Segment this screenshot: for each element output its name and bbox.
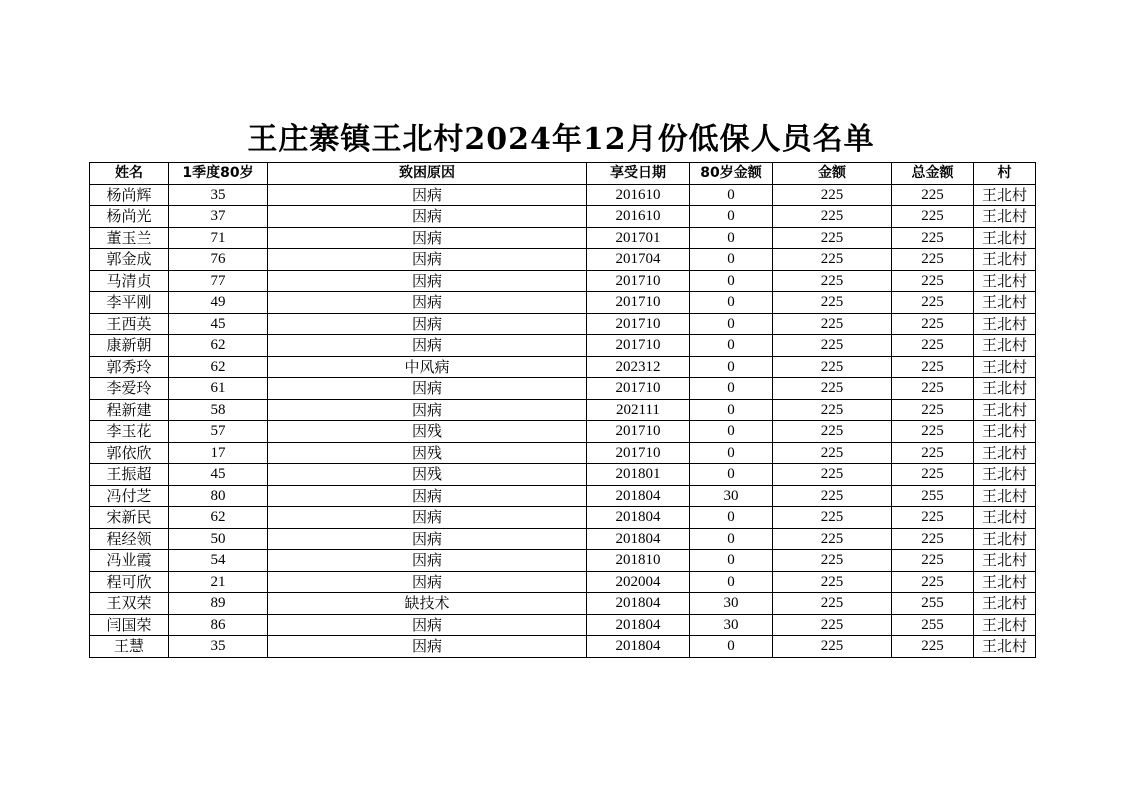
cell-cause: 因病: [268, 270, 587, 292]
cell-q1-80: 57: [169, 421, 268, 443]
cell-80-amount: 0: [690, 636, 773, 658]
cell-total: 225: [892, 399, 974, 421]
cell-total: 225: [892, 292, 974, 314]
cell-cause: 因病: [268, 335, 587, 357]
cell-total: 225: [892, 528, 974, 550]
table-row: [90, 378, 1036, 400]
table-row: [90, 227, 1036, 249]
cell-cause: 因残: [268, 421, 587, 443]
cell-80-amount: 0: [690, 270, 773, 292]
cell-start-date: 201801: [587, 464, 690, 486]
cell-80-amount: 0: [690, 227, 773, 249]
cell-name: 李爱玲: [90, 378, 169, 400]
cell-name: 冯业霞: [90, 550, 169, 572]
cell-80-amount: 0: [690, 550, 773, 572]
cell-start-date: 201804: [587, 507, 690, 529]
cell-amount: 225: [773, 335, 892, 357]
cell-name: 马清贞: [90, 270, 169, 292]
cell-cause: 因病: [268, 571, 587, 593]
cell-80-amount: 0: [690, 464, 773, 486]
cell-cause: 中风病: [268, 356, 587, 378]
cell-80-amount: 0: [690, 528, 773, 550]
cell-80-amount: 0: [690, 335, 773, 357]
cell-q1-80: 37: [169, 206, 268, 228]
cell-cause: 因残: [268, 442, 587, 464]
cell-80-amount: 0: [690, 292, 773, 314]
cell-amount: 225: [773, 270, 892, 292]
cell-name: 郭金成: [90, 249, 169, 271]
cell-start-date: 201804: [587, 614, 690, 636]
cell-80-amount: 0: [690, 249, 773, 271]
table-row: [90, 593, 1036, 615]
table-row: [90, 184, 1036, 206]
cell-q1-80: 54: [169, 550, 268, 572]
cell-village: 王北村: [974, 593, 1036, 615]
cell-name: 程新建: [90, 399, 169, 421]
cell-village: 王北村: [974, 356, 1036, 378]
header-cause: 致困原因: [268, 163, 587, 185]
cell-q1-80: 58: [169, 399, 268, 421]
cell-start-date: 201704: [587, 249, 690, 271]
cell-village: 王北村: [974, 313, 1036, 335]
cell-start-date: 201710: [587, 270, 690, 292]
table-row: [90, 335, 1036, 357]
cell-80-amount: 0: [690, 399, 773, 421]
cell-name: 闫国荣: [90, 614, 169, 636]
cell-total: 225: [892, 550, 974, 572]
cell-cause: 因残: [268, 464, 587, 486]
header-q1-80: 1季度80岁: [169, 163, 268, 185]
cell-village: 王北村: [974, 550, 1036, 572]
cell-80-amount: 0: [690, 421, 773, 443]
cell-start-date: 201610: [587, 206, 690, 228]
cell-amount: 225: [773, 249, 892, 271]
cell-q1-80: 50: [169, 528, 268, 550]
cell-q1-80: 80: [169, 485, 268, 507]
cell-cause: 因病: [268, 485, 587, 507]
header-amount: 金额: [773, 163, 892, 185]
cell-village: 王北村: [974, 184, 1036, 206]
cell-name: 郭依欣: [90, 442, 169, 464]
cell-amount: 225: [773, 227, 892, 249]
cell-amount: 225: [773, 399, 892, 421]
cell-start-date: 201710: [587, 442, 690, 464]
cell-q1-80: 62: [169, 507, 268, 529]
cell-name: 郭秀玲: [90, 356, 169, 378]
cell-cause: 因病: [268, 614, 587, 636]
cell-cause: 因病: [268, 313, 587, 335]
cell-80-amount: 0: [690, 378, 773, 400]
cell-amount: 225: [773, 206, 892, 228]
cell-q1-80: 17: [169, 442, 268, 464]
cell-name: 王振超: [90, 464, 169, 486]
header-village: 村: [974, 163, 1036, 185]
cell-village: 王北村: [974, 378, 1036, 400]
cell-start-date: 202312: [587, 356, 690, 378]
cell-name: 李平刚: [90, 292, 169, 314]
cell-cause: 因病: [268, 636, 587, 658]
cell-total: 225: [892, 442, 974, 464]
cell-total: 225: [892, 249, 974, 271]
cell-cause: 因病: [268, 206, 587, 228]
cell-total: 225: [892, 313, 974, 335]
cell-name: 王双荣: [90, 593, 169, 615]
cell-q1-80: 62: [169, 356, 268, 378]
cell-name: 李玉花: [90, 421, 169, 443]
cell-q1-80: 45: [169, 313, 268, 335]
cell-village: 王北村: [974, 421, 1036, 443]
cell-cause: 因病: [268, 528, 587, 550]
cell-q1-80: 76: [169, 249, 268, 271]
cell-total: 255: [892, 485, 974, 507]
cell-village: 王北村: [974, 206, 1036, 228]
table-row: [90, 356, 1036, 378]
cell-start-date: 201804: [587, 528, 690, 550]
cell-cause: 因病: [268, 378, 587, 400]
table-row: [90, 614, 1036, 636]
header-80-amount: 80岁金额: [690, 163, 773, 185]
cell-q1-80: 35: [169, 184, 268, 206]
table-row: [90, 313, 1036, 335]
table-row: [90, 399, 1036, 421]
cell-80-amount: 0: [690, 507, 773, 529]
cell-village: 王北村: [974, 442, 1036, 464]
table-row: [90, 464, 1036, 486]
cell-amount: 225: [773, 507, 892, 529]
cell-village: 王北村: [974, 249, 1036, 271]
cell-village: 王北村: [974, 227, 1036, 249]
cell-80-amount: 30: [690, 593, 773, 615]
cell-80-amount: 0: [690, 442, 773, 464]
cell-village: 王北村: [974, 571, 1036, 593]
table-body: [90, 184, 1036, 657]
cell-total: 225: [892, 356, 974, 378]
cell-start-date: 201710: [587, 378, 690, 400]
cell-name: 宋新民: [90, 507, 169, 529]
header-name: 姓名: [90, 163, 169, 185]
cell-name: 王慧: [90, 636, 169, 658]
cell-cause: 因病: [268, 184, 587, 206]
cell-amount: 225: [773, 184, 892, 206]
cell-amount: 225: [773, 421, 892, 443]
cell-amount: 225: [773, 464, 892, 486]
low-income-roster-table: [89, 162, 1036, 658]
table-row: [90, 292, 1036, 314]
table-row: [90, 550, 1036, 572]
cell-80-amount: 0: [690, 356, 773, 378]
cell-start-date: 202004: [587, 571, 690, 593]
cell-start-date: 201804: [587, 593, 690, 615]
table-header-row: [90, 163, 1036, 185]
cell-q1-80: 35: [169, 636, 268, 658]
cell-80-amount: 30: [690, 485, 773, 507]
cell-total: 255: [892, 614, 974, 636]
cell-start-date: 201810: [587, 550, 690, 572]
cell-village: 王北村: [974, 335, 1036, 357]
cell-amount: 225: [773, 593, 892, 615]
document-title: 王庄寨镇王北村2024年12月份低保人员名单: [247, 122, 875, 157]
cell-cause: 因病: [268, 507, 587, 529]
cell-80-amount: 0: [690, 313, 773, 335]
table-row: [90, 636, 1036, 658]
cell-q1-80: 49: [169, 292, 268, 314]
cell-start-date: 201710: [587, 292, 690, 314]
cell-total: 225: [892, 206, 974, 228]
cell-q1-80: 89: [169, 593, 268, 615]
table-row: [90, 442, 1036, 464]
cell-amount: 225: [773, 292, 892, 314]
cell-80-amount: 30: [690, 614, 773, 636]
cell-cause: 因病: [268, 227, 587, 249]
table-row: [90, 249, 1036, 271]
cell-amount: 225: [773, 485, 892, 507]
cell-name: 程经领: [90, 528, 169, 550]
cell-start-date: 201804: [587, 485, 690, 507]
cell-name: 程可欣: [90, 571, 169, 593]
cell-start-date: 202111: [587, 399, 690, 421]
header-total: 总金额: [892, 163, 974, 185]
cell-village: 王北村: [974, 399, 1036, 421]
cell-total: 225: [892, 378, 974, 400]
cell-cause: 缺技术: [268, 593, 587, 615]
cell-total: 225: [892, 184, 974, 206]
table-row: [90, 485, 1036, 507]
cell-cause: 因病: [268, 399, 587, 421]
header-start-date: 享受日期: [587, 163, 690, 185]
cell-total: 225: [892, 571, 974, 593]
cell-village: 王北村: [974, 485, 1036, 507]
table-row: [90, 571, 1036, 593]
cell-village: 王北村: [974, 507, 1036, 529]
cell-start-date: 201710: [587, 421, 690, 443]
cell-amount: 225: [773, 636, 892, 658]
cell-amount: 225: [773, 442, 892, 464]
cell-amount: 225: [773, 313, 892, 335]
cell-q1-80: 21: [169, 571, 268, 593]
cell-village: 王北村: [974, 636, 1036, 658]
table-row: [90, 421, 1036, 443]
cell-cause: 因病: [268, 550, 587, 572]
cell-80-amount: 0: [690, 571, 773, 593]
table-row: [90, 528, 1036, 550]
cell-start-date: 201710: [587, 313, 690, 335]
cell-amount: 225: [773, 614, 892, 636]
cell-start-date: 201610: [587, 184, 690, 206]
cell-village: 王北村: [974, 270, 1036, 292]
cell-q1-80: 45: [169, 464, 268, 486]
cell-q1-80: 61: [169, 378, 268, 400]
cell-village: 王北村: [974, 292, 1036, 314]
cell-village: 王北村: [974, 464, 1036, 486]
cell-80-amount: 0: [690, 184, 773, 206]
cell-total: 225: [892, 227, 974, 249]
cell-total: 225: [892, 636, 974, 658]
cell-total: 225: [892, 507, 974, 529]
cell-name: 董玉兰: [90, 227, 169, 249]
table-row: [90, 206, 1036, 228]
cell-cause: 因病: [268, 292, 587, 314]
cell-name: 冯付芝: [90, 485, 169, 507]
cell-q1-80: 86: [169, 614, 268, 636]
cell-start-date: 201804: [587, 636, 690, 658]
cell-amount: 225: [773, 528, 892, 550]
cell-amount: 225: [773, 571, 892, 593]
cell-name: 杨尚辉: [90, 184, 169, 206]
cell-cause: 因病: [268, 249, 587, 271]
cell-amount: 225: [773, 356, 892, 378]
cell-q1-80: 62: [169, 335, 268, 357]
table-row: [90, 507, 1036, 529]
cell-total: 225: [892, 464, 974, 486]
cell-start-date: 201710: [587, 335, 690, 357]
cell-name: 王西英: [90, 313, 169, 335]
cell-amount: 225: [773, 378, 892, 400]
cell-village: 王北村: [974, 614, 1036, 636]
cell-q1-80: 77: [169, 270, 268, 292]
cell-80-amount: 0: [690, 206, 773, 228]
cell-village: 王北村: [974, 528, 1036, 550]
cell-total: 255: [892, 593, 974, 615]
table-row: [90, 270, 1036, 292]
cell-amount: 225: [773, 550, 892, 572]
cell-total: 225: [892, 421, 974, 443]
cell-start-date: 201701: [587, 227, 690, 249]
cell-name: 杨尚光: [90, 206, 169, 228]
cell-name: 康新朝: [90, 335, 169, 357]
cell-q1-80: 71: [169, 227, 268, 249]
cell-total: 225: [892, 335, 974, 357]
cell-total: 225: [892, 270, 974, 292]
